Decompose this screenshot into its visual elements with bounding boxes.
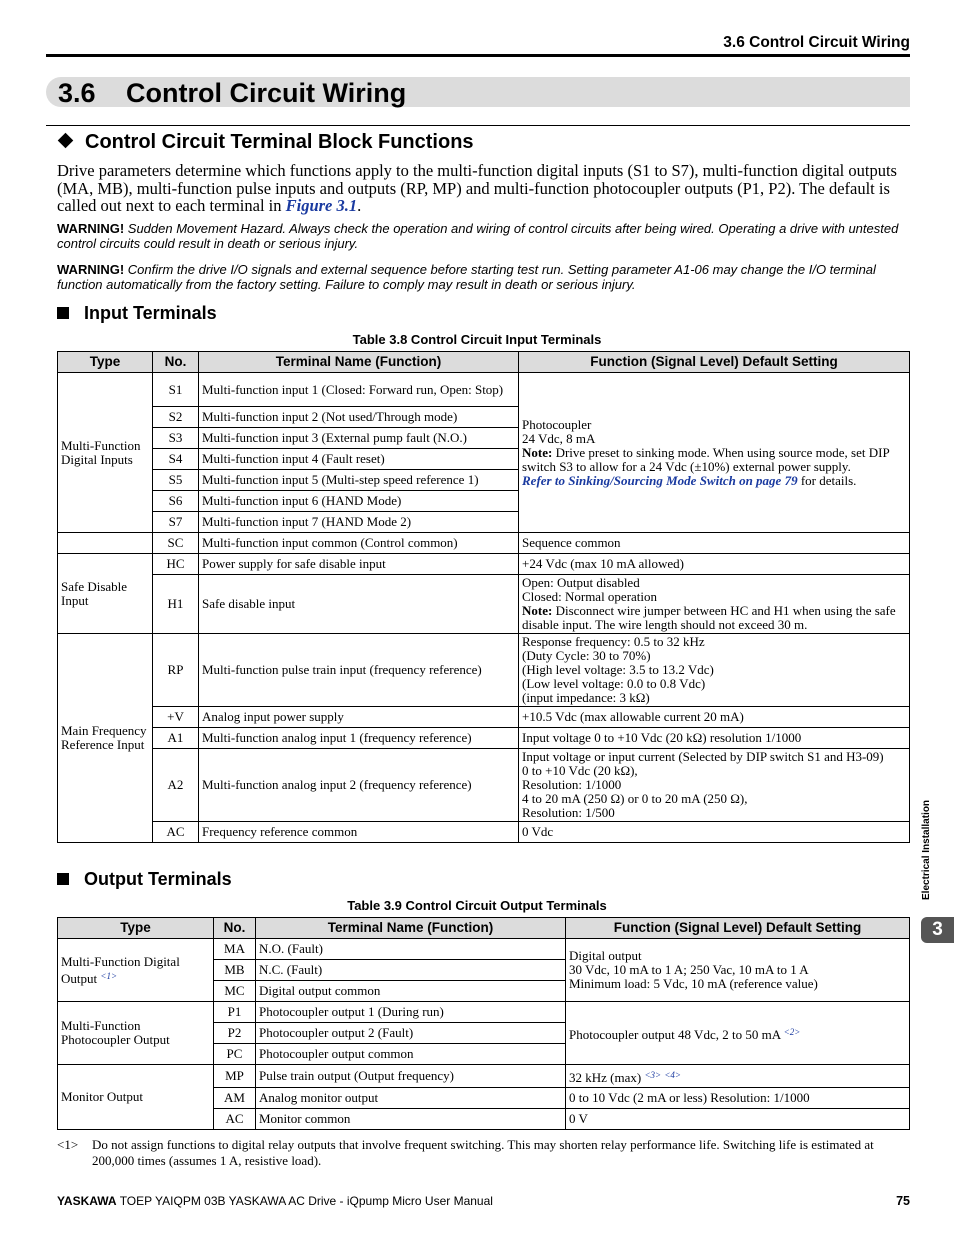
terminal-name: Photocoupler output common: [256, 1044, 566, 1065]
column-header: Function (Signal Level) Default Setting: [566, 918, 910, 939]
intro-paragraph: [57, 162, 910, 215]
function-line: 4 to 20 mA (250 Ω) or 0 to 20 mA (250 Ω),: [522, 791, 748, 806]
terminal-no: P2: [214, 1023, 256, 1044]
terminal-no: S1: [153, 373, 199, 407]
section-number: 3.6: [58, 78, 96, 108]
type-cell: [58, 939, 214, 1002]
terminal-no: AM: [214, 1088, 256, 1109]
terminal-name: Monitor common: [256, 1109, 566, 1130]
terminal-no: A1: [153, 728, 199, 749]
function-line: 24 Vdc, 8 mA: [522, 430, 596, 446]
note-text: Drive preset to sinking mode. When using source mode, set DIP switch S3 to allow for a 24 Vdc (±10%) external power supply.: [522, 444, 890, 474]
function-note: [522, 604, 906, 632]
footnote-ref-link[interactable]: <3>: [644, 1069, 662, 1080]
table-row: [58, 749, 910, 822]
function-cell: [519, 373, 910, 533]
footnote: [57, 1137, 910, 1168]
subsection-title: Control Circuit Terminal Block Functions: [85, 131, 474, 153]
function-cell: [566, 1002, 910, 1065]
input-terminals-heading: [57, 302, 217, 324]
table-row: [58, 634, 910, 707]
column-header: Terminal Name (Function): [199, 352, 519, 373]
column-header: Terminal Name (Function): [256, 918, 566, 939]
function-cell: [566, 1065, 910, 1088]
table-row: [58, 1002, 910, 1023]
terminal-no: MP: [214, 1065, 256, 1088]
side-tab-label: Electrical Installation: [921, 799, 932, 900]
output-terminals-heading: [57, 868, 232, 890]
terminal-no: MA: [214, 939, 256, 960]
warning-2: [57, 263, 910, 292]
table-caption: Table 3.9 Control Circuit Output Terminals: [347, 898, 607, 913]
terminal-name: Multi-function input 2 (Not used/Through mode): [199, 407, 519, 428]
function-line: Closed: Normal operation: [522, 589, 658, 604]
footer-brand: YASKAWA: [57, 1194, 117, 1208]
terminal-no: A2: [153, 749, 199, 822]
type-cell: Multi-Function Photocoupler Output: [58, 1002, 214, 1065]
column-header: Function (Signal Level) Default Setting: [519, 352, 910, 373]
footnote-ref-link[interactable]: <4>: [664, 1069, 682, 1080]
type-cell: Main Frequency Reference Input: [58, 634, 153, 843]
input-terminals-table: [57, 351, 910, 843]
column-header: Type: [58, 352, 153, 373]
terminal-no: S3: [153, 428, 199, 449]
column-header: No.: [214, 918, 256, 939]
warning-label: WARNING!: [57, 262, 125, 277]
output-terminals-table: [57, 917, 910, 1130]
function-cell: 0 Vdc: [519, 822, 910, 843]
table-row: [58, 728, 910, 749]
note-label: Note:: [522, 444, 553, 460]
function-cell: 0 V: [566, 1109, 910, 1130]
terminal-name: Photocoupler output 2 (Fault): [256, 1023, 566, 1044]
warning-1: [57, 222, 910, 251]
table-row: [58, 533, 910, 554]
function-cell: Input voltage 0 to +10 Vdc (20 kΩ) resolution 1/1000: [519, 728, 910, 749]
footnote-text: Do not assign functions to digital relay outputs that involve frequent switching. This may shorten relay performance life. Switching life is estimated at 200,000 times (assumes 1 A, resistive load).: [92, 1137, 874, 1168]
section-title-text: Control Circuit Wiring: [126, 78, 407, 108]
terminal-name: Photocoupler output 1 (During run): [256, 1002, 566, 1023]
terminal-name: Power supply for safe disable input: [199, 554, 519, 575]
function-line: 32 kHz (max): [569, 1069, 642, 1085]
table-header-row: [58, 352, 910, 373]
section-title: [58, 77, 406, 109]
terminal-no: S5: [153, 470, 199, 491]
figure-link[interactable]: Figure 3.1: [285, 196, 358, 215]
table-row: [58, 373, 910, 407]
terminal-name: Multi-function input 5 (Multi-step speed reference 1): [199, 470, 519, 491]
function-line: 0 to +10 Vdc (20 kΩ),: [522, 763, 638, 778]
terminal-no: AC: [153, 822, 199, 843]
terminal-name: Multi-function pulse train input (frequency reference): [199, 634, 519, 707]
footnote-ref-link[interactable]: <2>: [783, 1026, 801, 1037]
warning-label: WARNING!: [57, 221, 125, 236]
terminal-name: Multi-function input 7 (HAND Mode 2): [199, 512, 519, 533]
terminal-name: Frequency reference common: [199, 822, 519, 843]
footer-doc-title: [57, 1194, 493, 1208]
diamond-bullet-icon: [58, 133, 74, 149]
square-bullet-icon: [57, 873, 69, 885]
terminal-name: Multi-function analog input 2 (frequency reference): [199, 749, 519, 822]
function-line: (input impedance: 3 kΩ): [522, 690, 650, 705]
function-line: Response frequency: 0.5 to 32 kHz: [522, 634, 705, 649]
input-heading-text: Input Terminals: [84, 303, 217, 323]
terminal-no: P1: [214, 1002, 256, 1023]
function-cell: [566, 939, 910, 1002]
terminal-name: Multi-function input common (Control common): [199, 533, 519, 554]
function-line: 30 Vdc, 10 mA to 1 A; 250 Vac, 10 mA to 1 A: [569, 962, 809, 977]
type-cell: Multi-Function Digital Inputs: [58, 373, 153, 533]
intro-text: Drive parameters determine which functions apply to the multi-function digital inputs (S1 to S7), multi-function digital outputs (MA, MB), multi-function pulse inputs and outputs (RP, MP) and multi-function photocoupler outputs (P1, P2). The default is called out next to each terminal in: [57, 161, 897, 215]
function-cell: [519, 575, 910, 634]
function-line: (Low level voltage: 0.0 to 0.8 Vdc): [522, 676, 706, 691]
note-label: Note:: [522, 603, 553, 618]
table-row: [58, 707, 910, 728]
table-row: [58, 1065, 910, 1088]
type-cell: Monitor Output: [58, 1065, 214, 1130]
function-line: Resolution: 1/500: [522, 805, 615, 820]
header-rule: [46, 54, 910, 57]
warning-text: Confirm the drive I/O signals and external sequence before starting test run. Setting parameter A1-06 may change the I/O terminal function automatically from the factory setting. Failure to comply may result in death or serious injury.: [57, 262, 876, 292]
terminal-no: S7: [153, 512, 199, 533]
table-header-row: [58, 918, 910, 939]
terminal-name: Multi-function input 6 (HAND Mode): [199, 491, 519, 512]
function-line: Photocoupler output 48 Vdc, 2 to 50 mA: [569, 1026, 781, 1042]
function-cell: +24 Vdc (max 10 mA allowed): [519, 554, 910, 575]
type-text: Multi-Function Digital Output: [61, 953, 180, 986]
intro-end: .: [357, 196, 362, 215]
terminal-no: MC: [214, 981, 256, 1002]
footnote-marker: <1>: [57, 1137, 79, 1152]
subsection-heading: [56, 130, 474, 154]
column-header: No.: [153, 352, 199, 373]
function-line: Photocoupler: [522, 416, 592, 432]
terminal-no: MB: [214, 960, 256, 981]
function-line: Digital output: [569, 948, 642, 963]
terminal-no: S6: [153, 491, 199, 512]
table-row: [58, 575, 910, 634]
terminal-name: Analog monitor output: [256, 1088, 566, 1109]
function-line: Minimum load: 5 Vdc, 10 mA (reference value): [569, 976, 818, 991]
terminal-name: Multi-function analog input 1 (frequency reference): [199, 728, 519, 749]
running-header: 3.6 Control Circuit Wiring: [723, 34, 910, 51]
function-cell: 0 to 10 Vdc (2 mA or less) Resolution: 1/1000: [566, 1088, 910, 1109]
page-reference-link[interactable]: Refer to Sinking/Sourcing Mode Switch on page 79: [522, 472, 798, 488]
terminal-name: Safe disable input: [199, 575, 519, 634]
note-end: for details.: [797, 472, 857, 488]
type-cell: Safe Disable Input: [58, 554, 153, 634]
terminal-no: H1: [153, 575, 199, 634]
square-bullet-icon: [57, 307, 69, 319]
function-line: (High level voltage: 3.5 to 13.2 Vdc): [522, 662, 714, 677]
terminal-name: Multi-function input 4 (Fault reset): [199, 449, 519, 470]
terminal-name: Analog input power supply: [199, 707, 519, 728]
terminal-name: Multi-function input 3 (External pump fault (N.O.): [199, 428, 519, 449]
terminal-no: AC: [214, 1109, 256, 1130]
table-row: [58, 939, 910, 960]
note-text: Disconnect wire jumper between HC and H1 when using the safe disable input. The wire length should not exceed 30 m.: [522, 603, 896, 632]
terminal-no: SC: [153, 533, 199, 554]
warning-text: Sudden Movement Hazard. Always check the operation and wiring of control circuits after being wired. Operating a drive with untested control circuits could result in death or serious injury.: [57, 221, 899, 251]
function-line: (Duty Cycle: 30 to 70%): [522, 648, 651, 663]
terminal-name: Pulse train output (Output frequency): [256, 1065, 566, 1088]
terminal-no: S4: [153, 449, 199, 470]
function-line: Resolution: 1/1000: [522, 777, 622, 792]
terminal-no: +V: [153, 707, 199, 728]
function-note: [522, 446, 906, 488]
page-number: 75: [896, 1194, 910, 1208]
column-header: Type: [58, 918, 214, 939]
output-heading-text: Output Terminals: [84, 869, 232, 889]
function-cell: [519, 749, 910, 822]
terminal-no: S2: [153, 407, 199, 428]
function-line: Input voltage or input current (Selected by DIP switch S1 and H3-09): [522, 749, 884, 764]
terminal-name: Digital output common: [256, 981, 566, 1002]
terminal-no: PC: [214, 1044, 256, 1065]
footnote-ref-link[interactable]: <1>: [100, 970, 118, 981]
terminal-name: N.O. (Fault): [256, 939, 566, 960]
chapter-tab[interactable]: 3: [921, 917, 954, 943]
table-row: [58, 822, 910, 843]
function-line: Open: Output disabled: [522, 575, 640, 590]
footer-doc: TOEP YAIQPM 03B YASKAWA AC Drive - iQpump Micro User Manual: [116, 1194, 493, 1208]
table-row: [58, 554, 910, 575]
function-cell: [519, 634, 910, 707]
function-cell: +10.5 Vdc (max allowable current 20 mA): [519, 707, 910, 728]
terminal-no: HC: [153, 554, 199, 575]
table-caption: Table 3.8 Control Circuit Input Terminals: [352, 332, 602, 347]
section-rule: [46, 125, 910, 126]
type-cell: [58, 533, 153, 554]
function-cell: Sequence common: [519, 533, 910, 554]
terminal-name: Multi-function input 1 (Closed: Forward run, Open: Stop): [199, 373, 519, 407]
terminal-no: RP: [153, 634, 199, 707]
terminal-name: N.C. (Fault): [256, 960, 566, 981]
